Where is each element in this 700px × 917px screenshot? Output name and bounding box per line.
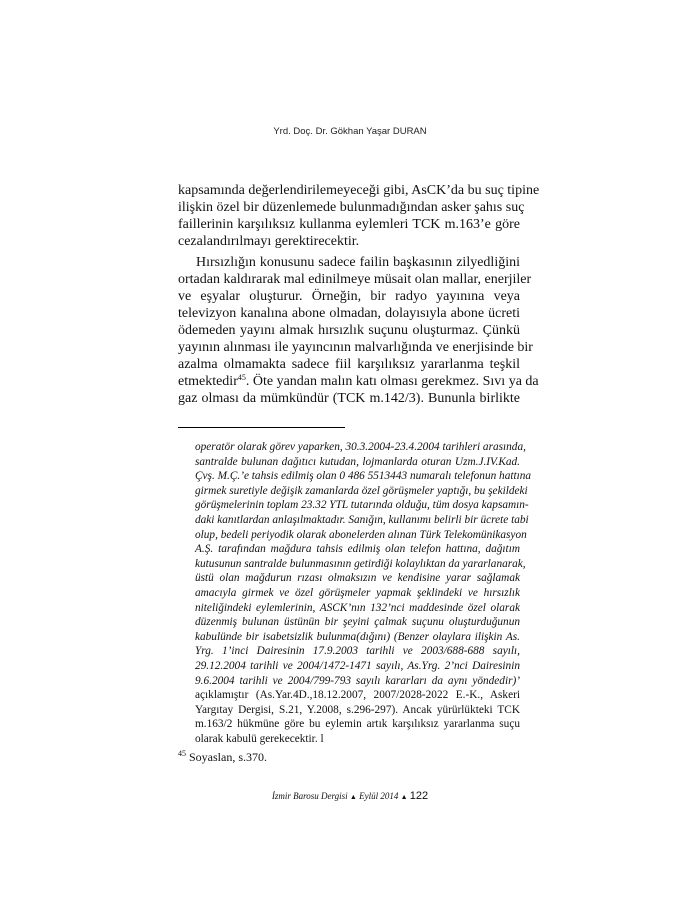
text-fragment: . Öte yandan malın katı olması gerekmez. Sıvı ya da [245,374,539,389]
paragraph-2 [178,254,539,407]
text-line: ve eşyalar oluşturur. Örneğin, bir radyo yayınına veya [178,289,520,304]
footnote-line: kutusunun santralde bulunmasının getirdiği kolaylıktan da yararlanarak, [195,557,526,570]
footnote-45 [178,750,267,765]
footnote-line: olup, bedeli periyodik olarak abonelerden alınan Türk Telekomünikasyon [195,528,527,541]
text-line [178,373,539,390]
text-line: ödemeden yayını almak hırsızlık suçunu oluşturmaz. Çünkü [178,323,520,338]
footnote-separator [178,427,345,428]
footnote-line: amacıyla girmek ve özel görüşmeler yapmak şeklindeki ve hırsızlık [195,586,520,599]
page-number: 122 [409,790,429,802]
text-line: televizyon kanalına abone olmadan, dolayısıyla abone ücreti [178,306,520,321]
footnote-number: 45 [178,749,186,758]
text-line: gaz olması da mümkündür (TCK m.142/3). Bununla birlikte [178,391,520,406]
footnote-line: daki kanıtlardan anlaşılmaktadır. Sanığın, kullanımı belirli bir ücrete tabi [195,513,529,526]
footnote-text: Soyaslan, s.370. [189,750,267,764]
issue-date: Eylül 2014 [359,791,399,801]
footnote-line: girmek suretiyle değişik zamanlarda özel görüşmeler yaptığı, bu şekildeki [195,484,528,497]
footnote-line: 9.6.2004 tarihli ve 2004/799-793 sayılı kararları da aynı yöndedir)’ [195,674,520,687]
footnote-line: santralde bulunan dağıtıcı kutudan, lojmanlarda oturan Uzm.J.IV.Kad. [195,455,520,468]
page-footer [0,790,700,802]
text-line: ilişkin özel bir düzenlemede bulunmadığından asker şahıs suç [178,200,525,215]
footnote-line: açıklamıştır (As.Yar.4D.,18.12.2007, 2007/2028-2022 E.-K., Askeri [195,689,520,702]
text-line: faillerinin karşılıksız kullanma eylemleri TCK m.163’e göre [178,217,520,232]
triangle-separator-icon: ▲ [400,793,408,801]
footnote-line: Çvş. M.Ç.’e tahsis edilmiş olan 0 486 5513443 numaralı telefonun hattına [195,470,532,483]
footnote-line: Yrg. 1’inci Dairesinin 17.9.2003 tarihli ve 2003/688-688 sayılı, [195,645,520,658]
triangle-separator-icon: ▲ [349,793,357,801]
footnote-line: Yargıtay Dergisi, S.21, Y.2008, s.296-297). Ancak yürürlükteki TCK [195,703,520,716]
footnote-line: 29.12.2004 tarihli ve 2004/1472-1471 sayılı, As.Yrg. 2’nci Dairesinin [195,659,520,672]
footnote-line: olarak kabulü gerekecektir. l [195,732,324,745]
running-header: Yrd. Doç. Dr. Gökhan Yaşar DURAN [273,126,427,137]
footnote-ref[interactable]: 45 [237,373,246,382]
text-fragment: etmektedir [178,374,238,389]
footnote-line: kabulünde bir isabetsizlik bulunma(dığını) (Benzer olaylara ilişkin As. [195,630,520,643]
footnote-line: görüşmelerinin toplam 23.32 YTL tutarında olduğu, tüm dosya kapsamın- [195,499,529,512]
journal-name: İzmir Barosu Dergisi [271,791,348,801]
footnote-line: düzenmiş bulunan üstünün bir şeyini çalmak suçunu oluşturduğunun [195,616,520,629]
text-line: Hırsızlığın konusunu sadece failin başkasının zilyedliğini [196,255,520,270]
text-line: yayının alınması ile yayıncının malvarlığında ve enerjisinde bir [178,340,533,355]
text-line: azalma olmamakta sadece fiil karşılıksız yararlanma teşkil [178,357,520,372]
footnote-line: niteliğindeki eylemlerinin, ASCK’nın 132’nci maddesinde özel olarak [195,601,520,614]
footnote-line: operatör olarak görev yaparken, 30.3.2004-23.4.2004 tarihleri arasında, [195,441,526,453]
text-line: ortadan kaldırarak mal edinilmeye müsait olan mallar, enerjiler [178,272,532,287]
footnote-line: A.Ş. tarafından mağdura tahsis edilmiş olan telefon hattına, dağıtım [195,543,520,556]
text-line: cezalandırılmayı gerektirecektir. [178,234,360,249]
text-line: kapsamında değerlendirilemeyeceği gibi, AsCK’da bu suç tipine [178,183,540,198]
footnote-line: m.163/2 hükmüne göre bu eylemin artık karşılıksız yararlanma suçu [195,718,520,731]
footnote-line: üstü olan mağdurun rızası olmaksızın ve kendisine yarar sağlamak [195,572,520,585]
footnote-continuation [195,440,532,746]
paragraph-1 [178,182,540,250]
